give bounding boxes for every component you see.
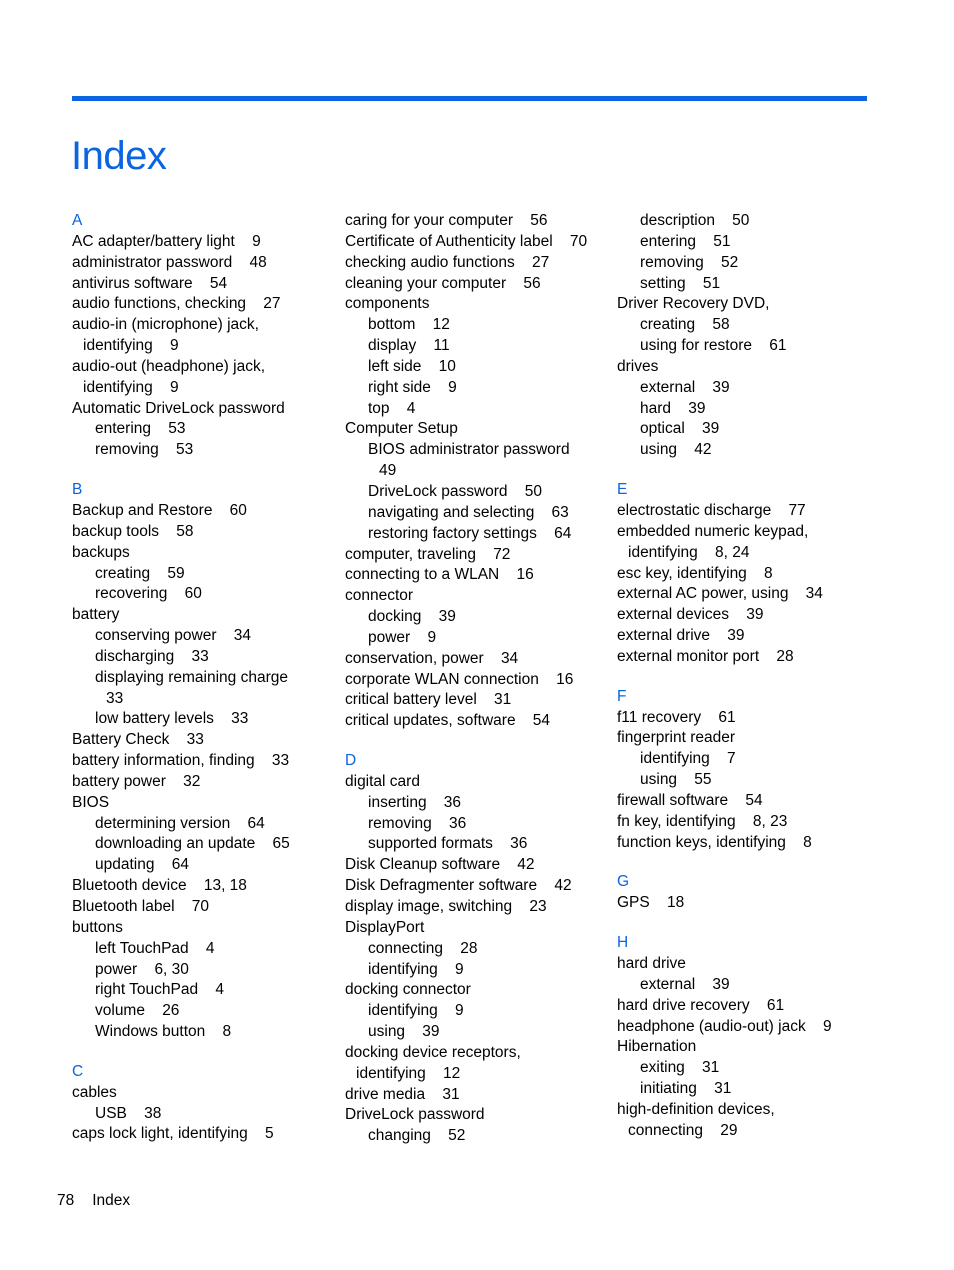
index-subentry: display 11 [368, 337, 450, 355]
index-subentry: setting 51 [640, 274, 721, 292]
index-letter-heading: E [617, 481, 628, 499]
index-subentry: right TouchPad 4 [95, 981, 224, 999]
index-subentry: USB 38 [95, 1104, 162, 1122]
index-entry: Backup and Restore 60 [72, 501, 247, 519]
index-entry: backups [72, 543, 130, 561]
index-entry: BIOS [72, 793, 110, 811]
index-entry: conservation, power 34 [345, 649, 519, 667]
index-letter-heading: G [617, 873, 630, 891]
index-subentry: identifying 7 [640, 750, 736, 768]
index-entry: Computer Setup [345, 420, 458, 438]
index-subentry: identifying 8, 24 [628, 543, 750, 561]
index-subentry: navigating and selecting 63 [368, 503, 569, 521]
index-entry: Automatic DriveLock password [72, 399, 285, 417]
footer-section: Index [92, 1192, 131, 1209]
index-subentry: 49 [379, 462, 397, 480]
index-subentry: left TouchPad 4 [95, 939, 215, 957]
index-entry: cleaning your computer 56 [345, 274, 541, 292]
index-subentry: using 39 [368, 1023, 440, 1041]
index-subentry: changing 52 [368, 1127, 466, 1145]
index-subentry: identifying 9 [368, 1002, 464, 1020]
index-subentry: restoring factory settings 64 [368, 524, 572, 542]
section-spacer [617, 914, 832, 933]
index-letter-heading: D [345, 752, 357, 770]
index-letter-heading: B [72, 481, 83, 499]
index-subentry: supported formats 36 [368, 835, 528, 853]
index-entry: administrator password 48 [72, 253, 267, 271]
index-entry: display image, switching 23 [345, 898, 547, 915]
index-entry: caring for your computer 56 [345, 212, 548, 229]
index-entry: electrostatic discharge 77 [617, 501, 806, 519]
index-letter-heading: C [72, 1062, 84, 1080]
index-entry: antivirus software 54 [72, 274, 228, 292]
index-entry: audio-in (microphone) jack, [72, 316, 259, 334]
section-spacer [617, 668, 832, 687]
index-entry: external drive 39 [617, 627, 745, 645]
index-entry: function keys, identifying 8 [617, 833, 812, 851]
index-entry: fn key, identifying 8, 23 [617, 812, 788, 830]
section-spacer [72, 1043, 290, 1062]
index-entry: components [345, 295, 430, 313]
index-subentry: BIOS administrator password [368, 441, 570, 459]
index-subentry: low battery levels 33 [95, 710, 249, 728]
index-entry: backup tools 58 [72, 522, 194, 540]
index-entry: hard drive recovery 61 [617, 996, 785, 1014]
index-subentry: description 50 [640, 212, 750, 229]
index-subentry: identifying 9 [368, 960, 464, 978]
index-entry: external monitor port 28 [617, 647, 794, 665]
index-subentry: identifying 9 [83, 337, 179, 355]
index-entry: Bluetooth device 13, 18 [72, 877, 247, 895]
index-entry: audio functions, checking 27 [72, 295, 281, 313]
index-entry: digital card [345, 772, 420, 790]
index-subentry: docking 39 [368, 608, 456, 626]
index-entry: critical updates, software 54 [345, 712, 551, 730]
index-entry: drive media 31 [345, 1085, 460, 1103]
section-spacer [72, 461, 290, 480]
index-entry: docking device receptors, [345, 1043, 521, 1061]
index-subentry: left side 10 [368, 357, 456, 375]
index-entry: high-definition devices, [617, 1100, 775, 1118]
index-entry: DisplayPort [345, 918, 425, 936]
index-entry: external AC power, using 34 [617, 585, 823, 603]
index-subentry: entering 51 [640, 232, 731, 250]
index-subentry: external 39 [640, 378, 730, 396]
index-entry: drives [617, 357, 659, 375]
index-subentry: top 4 [368, 399, 416, 417]
index-entry: Bluetooth label 70 [72, 898, 210, 915]
index-subentry: volume 26 [95, 1002, 180, 1020]
index-subentry: determining version 64 [95, 814, 265, 832]
index-subentry: entering 53 [95, 420, 186, 438]
index-entry: external devices 39 [617, 606, 764, 624]
index-subentry: 33 [106, 689, 124, 707]
index-subentry: Windows button 8 [95, 1023, 232, 1041]
section-spacer [617, 853, 832, 872]
index-entry: hard drive [617, 955, 686, 972]
index-subentry: bottom 12 [368, 316, 450, 334]
index-entry: Driver Recovery DVD, [617, 295, 770, 313]
index-entry: AC adapter/battery light 9 [72, 232, 261, 250]
index-subentry: power 6, 30 [95, 960, 189, 978]
index-entry: Disk Cleanup software 42 [345, 856, 535, 874]
index-entry: connecting to a WLAN 16 [345, 566, 534, 584]
index-entry: Disk Defragmenter software 42 [345, 877, 572, 895]
index-subentry: DriveLock password 50 [368, 482, 543, 500]
index-entry: critical battery level 31 [345, 691, 512, 709]
index-entry: checking audio functions 27 [345, 253, 550, 271]
index-entry: Battery Check 33 [72, 731, 204, 749]
index-subentry: creating 59 [95, 564, 185, 582]
index-subentry: identifying 9 [83, 378, 179, 396]
index-subentry: conserving power 34 [95, 627, 251, 645]
index-entry: DriveLock password [345, 1106, 485, 1124]
index-subentry: initiating 31 [640, 1080, 732, 1098]
index-entry: cables [72, 1083, 117, 1101]
index-subentry: external 39 [640, 975, 730, 993]
index-subentry: using 55 [640, 771, 712, 789]
index-entry: connector [345, 587, 414, 605]
index-subentry: updating 64 [95, 856, 189, 874]
index-entry: battery [72, 606, 120, 624]
index-subentry: hard 39 [640, 399, 706, 417]
index-subentry: connecting 28 [368, 939, 478, 957]
index-subentry: displaying remaining charge [95, 668, 289, 686]
index-entry: fingerprint reader [617, 729, 736, 747]
index-entry: headphone (audio-out) jack 9 [617, 1017, 832, 1035]
index-subentry: using 42 [640, 441, 712, 459]
index-subentry: removing 52 [640, 253, 739, 271]
index-column-3 [617, 211, 832, 1142]
index-entry: battery power 32 [72, 772, 201, 790]
index-subentry: inserting 36 [368, 793, 462, 811]
index-entry: corporate WLAN connection 16 [345, 670, 574, 688]
section-spacer [345, 732, 587, 751]
index-entry: caps lock light, identifying 5 [72, 1125, 274, 1143]
index-subentry: optical 39 [640, 420, 720, 438]
index-subentry: exiting 31 [640, 1059, 720, 1077]
index-entry: embedded numeric keypad, [617, 522, 809, 540]
index-subentry: downloading an update 65 [95, 835, 290, 853]
index-column-1 [72, 211, 290, 1145]
page-title: Index [71, 133, 167, 178]
index-subentry: recovering 60 [95, 585, 202, 603]
index-letter-heading: F [617, 687, 627, 705]
index-entry: audio-out (headphone) jack, [72, 357, 266, 375]
index-subentry: creating 58 [640, 316, 730, 334]
index-subentry: connecting 29 [628, 1121, 738, 1139]
index-letter-heading: H [617, 934, 629, 952]
index-subentry: discharging 33 [95, 647, 209, 665]
index-subentry: power 9 [368, 628, 437, 646]
page-footer [57, 1191, 130, 1211]
index-subentry: removing 53 [95, 441, 194, 459]
section-spacer [617, 461, 832, 480]
index-entry: battery information, finding 33 [72, 752, 290, 770]
index-entry: docking connector [345, 981, 471, 999]
index-entry: Certificate of Authenticity label 70 [345, 232, 588, 250]
index-entry: buttons [72, 918, 123, 936]
index-subentry: identifying 12 [356, 1064, 461, 1082]
index-entry: GPS 18 [617, 894, 685, 912]
index-subentry: using for restore 61 [640, 337, 787, 355]
index-subentry: right side 9 [368, 378, 457, 396]
index-entry: f11 recovery 61 [617, 708, 736, 726]
index-entry: firewall software 54 [617, 791, 763, 809]
index-entry: Hibernation [617, 1038, 697, 1056]
index-entry: computer, traveling 72 [345, 545, 511, 563]
index-subentry: removing 36 [368, 814, 467, 832]
index-letter-heading: A [72, 212, 83, 229]
page-number: 78 [57, 1192, 75, 1209]
index-entry: esc key, identifying 8 [617, 564, 773, 582]
title-rule [72, 96, 867, 101]
index-column-2 [345, 211, 587, 1147]
